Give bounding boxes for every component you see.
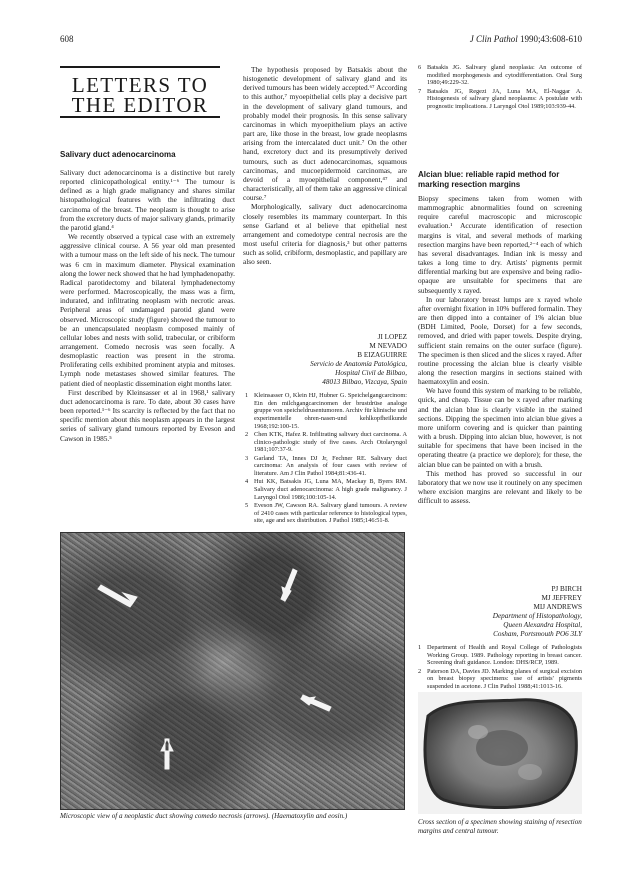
- journal-citation: [470, 34, 582, 44]
- journal-name: J Clin Pathol: [469, 34, 518, 44]
- letter2-paragraph: We have found this system of marking to be reliable, quick, and cheap. Tissue can be x rayed after marking and the alcian blue is clearly visible in the stained sections. Dipping the specimen into alcian blue gives a more uniform covering and is quicker than painting with a brush. Dipping into alcian blue, however, is not suitable for specimens that have been incised in the operating theatre (a practice we deplore); for these, the alcian blue can be painted on with a brush.: [418, 386, 582, 469]
- author-name: PJ BIRCH: [551, 585, 582, 593]
- reference-number: 5: [245, 501, 249, 509]
- reference-item: [245, 431, 407, 454]
- affiliation-line: Servicio de Anatomía Patológica,: [310, 359, 407, 368]
- reference-number: 2: [418, 667, 422, 675]
- letter2-references: [418, 644, 582, 691]
- reference-item: [418, 668, 582, 691]
- reference-text: Eveson JW, Cawson RA. Salivary gland tumours. A review of 2410 cases with particular reference to histological types, site, age and sex distribution. J Pathol 1985;146:51-8.: [254, 501, 407, 525]
- section-title-line1: LETTERS TO: [71, 73, 209, 97]
- specimen-caption: Cross section of a specimen showing staining of resection margins and central tumour.: [418, 818, 582, 835]
- letter2-paragraph: This method has proved so successful in our laboratory that we now use it routinely on any specimen where excision margins are relevant and likely to be difficult to assess.: [418, 468, 582, 506]
- reference-item: [245, 502, 407, 525]
- letter2-paragraph: Biopsy specimens taken from women with mammographic abnormalities found on screening require careful macroscopic and microscopic evaluation.¹ Accurate identification of resection margins is vital, and several methods of marking resection margins have been reported,²⁻⁴ each of which has several disadvantages. Indian ink is messy and takes a long time to dry. Artists' pigments permit differential marking but are expensive and being radio-opaque are unsuitable for specimens that are subsequently x rayed.: [418, 194, 582, 295]
- author-name: MIJ ANDREWS: [533, 602, 582, 611]
- reference-item: [418, 644, 582, 667]
- reference-text: Kleinsasser O, Klein HJ, Hubner G. Speichelgangcarcinom: Ein den milchgangcarcinomen der brustdrüse analoge gruppe von speicheldrusentumoren. Archiv für klinische und experimentelle ohren-nasen-und kehlkopfheilkunde 1968;192:100-15.: [254, 392, 408, 430]
- letter1-signature: [243, 333, 407, 386]
- specimen-image: [418, 692, 582, 814]
- letter1-body-col1: [60, 168, 235, 443]
- reference-number: 1: [245, 392, 249, 399]
- letter1-heading: Salivary duct adenocarcinoma: [60, 150, 176, 159]
- affiliation-line: Hospital Civil de Bilbao,: [335, 368, 407, 377]
- letter1-references-b: [418, 64, 582, 111]
- arrow-icon: [281, 569, 297, 601]
- reference-item: [245, 455, 407, 478]
- micrograph-caption: Microscopic view of a neoplastic duct showing comedo necrosis (arrows). (Haematoxylin and eosin.): [60, 812, 348, 820]
- author-name: JI LOPEZ: [377, 333, 407, 341]
- reference-text: Paterson DA, Davies JD. Marking planes of surgical excision on breast biopsy specimens: use of artists' pigments suspended in acetone. J Clin Pathol 1988;41:1013-16.: [427, 667, 582, 691]
- section-title: [60, 66, 220, 118]
- author-name: B EIZAGUIRRE: [357, 350, 407, 359]
- author-name: MJ JEFFREY: [541, 593, 582, 602]
- reference-text: Hui KK, Batsakis JG, Luna MA, Mackay B, Byers RM. Salivary duct adenocarcinoma: A high grade malignancy. J Laryngol Otol 1986;100:105-14.: [254, 478, 407, 501]
- reference-item: [418, 64, 582, 87]
- page-number: 608: [60, 34, 74, 44]
- affiliation-line: Queen Alexandra Hospital,: [503, 620, 582, 629]
- reference-item: [245, 392, 407, 431]
- letter1-body-col2: [243, 65, 407, 266]
- micrograph-arrows: [61, 533, 404, 809]
- reference-item: [418, 88, 582, 111]
- letter2-heading: Alcian blue: reliable rapid method for marking resection margins: [418, 170, 560, 189]
- reference-number: 7: [418, 87, 422, 95]
- reference-text: Chen KTK, Hafez R. Infiltrating salivary duct carcinoma. A clinico-pathologic study of five cases. Arch Otolaryngol 1981;107:37-9.: [254, 431, 407, 454]
- affiliation-line: Department of Histopathology,: [492, 611, 582, 620]
- letter2-signature: [418, 585, 582, 638]
- journal-volume: 1990;43:608-610: [517, 34, 582, 44]
- section-title-line2: THE EDITOR: [71, 93, 209, 117]
- reference-text: Garland TA, Innes DJ Jr, Fechner RE. Salivary duct carcinoma: An analysis of four cases with review of literature. Am J Clin Pathol 1984;81:436-41.: [254, 454, 407, 478]
- reference-number: 1: [418, 644, 422, 651]
- reference-text: Batsakis JG, Regezi JA, Luna MA, El-Naggar A. Histogenesis of salivary gland neoplasms: A postulate with prognostic implications. J Laryngol Otol 1989;103:939-44.: [427, 87, 582, 111]
- letter1-references-a: [245, 392, 407, 525]
- reference-number: 6: [418, 64, 422, 71]
- letter1-paragraph: First described by Kleinsasser et al in 1968,¹ salivary duct adenocarcinoma is rare. To date, about 30 cases have been reported.¹⁻⁶ Its scarcity is reflected by the fact that no specific mention about this neoplasm appears in the largest series of salivary gland tumours reported by Eveson and Cawson in 1985.⁵: [60, 387, 235, 443]
- letter1-paragraph: Salivary duct adenocarcinoma is a distinctive but rarely reported clinicopathological entity.¹⁻⁶ The tumour is defined as a high grade malignancy and shares similar histopathological features with the infiltrating duct carcinoma of the breast. The neoplasm is thought to arise from the excretory ducts of major salivary glands, primarily the parotid gland.⁴: [60, 168, 235, 232]
- author-name: M NEVADO: [369, 341, 407, 350]
- specimen-figure: [418, 692, 582, 814]
- reference-number: 2: [245, 431, 249, 439]
- affiliation-line: 48013 Bilbao, Vizcaya, Spain: [322, 377, 407, 386]
- arrow-icon: [98, 585, 137, 607]
- reference-item: [245, 478, 407, 501]
- arrow-icon: [301, 695, 331, 711]
- reference-text: Department of Health and Royal College of Pathologists Working Group. 1989. Pathology reporting in breast cancer. Screening draft guidance. London: DHS/RCP, 1989.: [427, 644, 582, 667]
- letter2-paragraph: In our laboratory breast lumps are x rayed whole after overnight fixation in 10% buffered formalin. They are then dipped into a container of 1% alcian blue (BDH Limited, Poole, Dorset) for a few seconds, removed, and dried with paper towels. Despite drying, sufficient stain remains on the outer surface (figure). The specimen is then sliced and the slices x rayed. After routine processing the alcian blue is clearly visible along the resection margins in sections stained with haematoxylin and eosin.: [418, 294, 582, 387]
- reference-number: 4: [245, 478, 249, 486]
- letter1-paragraph: The hypothesis proposed by Batsakis about the histogenetic development of salivary gland and its derived tumours has been widely accepted.⁶⁷ According to this author,⁷ myoepithelial cells play a decisive part in the development of salivary gland tumours, and probably model their prognosis. In this sense salivary carcinomas in which myoepithelium plays an active part are, like those in the breast, low grade neoplasms arising from the intercalated duct unit.⁷ On the other hand, excretory duct and its presumptively derived tumours, such as duct adenocarcinomas, squamous carcinomas, and mucoepidermoid carcinomas, are devoid of a myoepithelial component,⁴⁷ and characteristically, all of them take an aggressive clinical course.⁷: [243, 65, 407, 203]
- letter2-body: [418, 194, 582, 505]
- letter1-paragraph: We recently observed a typical case with an extremely aggressive clinical course. A 56 year old man presented with a tumour mass on the left side of his neck. The tumour was 6 cm in maximum diameter. Physical examination along the lower neck showed that he had lymphadenopathy. Radical parotidectomy and bilateral lymphadenectomy were performed. Macroscopically, the mass was a firm, indurated, and infiltrating neoplasm with necrotic areas. Peripheral areas of undamaged parotid gland were observed. Microscopic study (figure) showed the tumour to be an unencapsulated neoplasm composed mainly of cellular lobes and nests with solid, trabecular, or cribiform arrangement. Comedo necrosis was seen focally. A desmoplastic reaction was present in the stroma. Proliferating cells exhibited prominent atypia and mitoses. Lymph node metastases showed similar features. The patient died of neoplastic dissemination eight months later.: [60, 232, 235, 388]
- letter1-paragraph: Morphologically, salivary duct adenocarcinoma closely resembles its mammary counterpart. In this sense Garland et al believe that epithelial nest arrangement and comedotype central necrosis are the most useful criteria for diagnosis,³ but other patterns such as solid, cribiform, desmoplastic, and papillary are also seen.: [243, 202, 407, 267]
- affiliation-line: Cosham, Portsmouth PO6 3LY: [493, 629, 582, 638]
- micrograph-figure: [60, 532, 405, 810]
- reference-number: 3: [245, 454, 249, 462]
- reference-text: Batsakis JG. Salivary gland neoplasia: An outcome of modified morphogenesis and cytodifferentiation. Oral Surg 1980;49:229-32.: [427, 64, 582, 87]
- arrow-icon: [161, 739, 173, 769]
